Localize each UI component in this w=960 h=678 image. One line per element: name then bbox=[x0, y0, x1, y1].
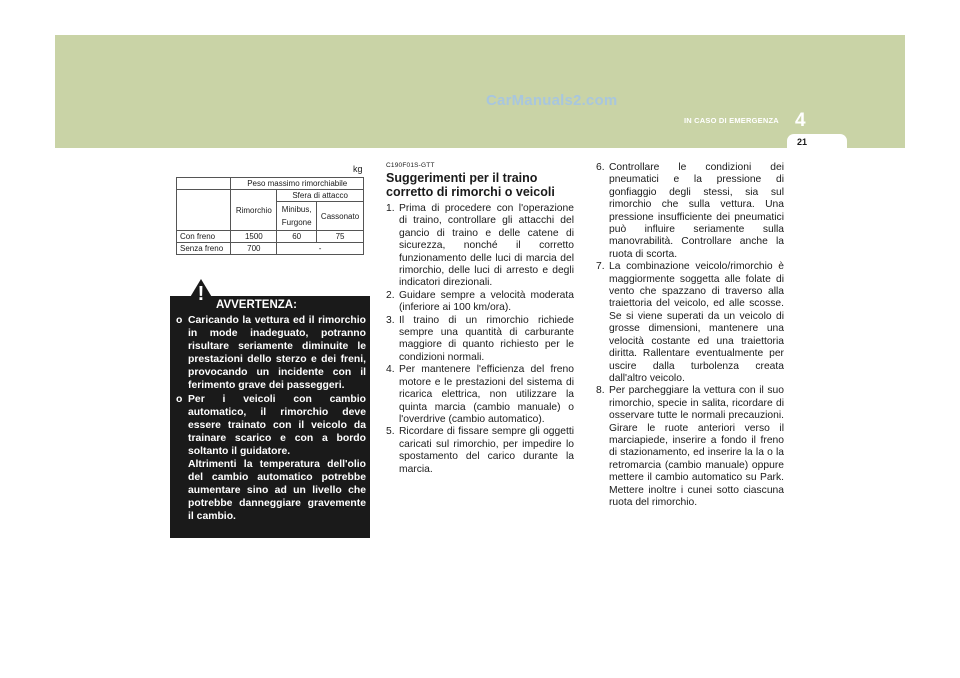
step-number: 5. bbox=[386, 426, 395, 438]
steps-list bbox=[596, 162, 784, 509]
step-text: Il traino di un rimorchio richiede sempre una quantità di carburante maggiore di quanto richiesto per le condizioni normali. bbox=[399, 314, 574, 363]
step-number: 6. bbox=[596, 162, 605, 173]
step-text: Controllare le condizioni dei pneumatici e la pressione di gonfiaggio degli stessi, sia sul rimorchio che sulla vettura. Una pressione insufficiente dei pneumatici può influire seriamente sulla manovrabilità. Controllare anche la ruota di scorta. bbox=[609, 162, 784, 260]
section-title: IN CASO DI EMERGENZA bbox=[684, 116, 779, 125]
section-heading: Suggerimenti per il traino corretto di rimorchi o veicoli bbox=[386, 171, 555, 199]
step-number: 4. bbox=[386, 364, 395, 376]
table-header-group: Peso massimo rimorchiabile bbox=[231, 178, 364, 190]
step-text: Per mantenere l'efficienza del freno motore e le prestazioni del sistema di ricarica elettrica, non utilizzare la quinta marcia (cambio manuale) o l'overdrive (cambio automatico). bbox=[399, 364, 574, 425]
table-header-minibus: Minibus, Furgone bbox=[277, 202, 317, 231]
page-number: 21 bbox=[796, 137, 807, 147]
step-number: 2. bbox=[386, 289, 395, 301]
table-cell: 700 bbox=[231, 243, 277, 255]
table-header-hitch: Sfera di attacco bbox=[277, 190, 364, 202]
warning-list bbox=[176, 314, 366, 524]
step-text: Guidare sempre a velocità moderata (inferiore ai 100 km/ora). bbox=[399, 289, 574, 314]
table-cell bbox=[177, 178, 231, 190]
step-text: La combinazione veicolo/rimorchio è maggiormente soggetta alle folate di vento che spazzano di traverso alla traiettoria del veicolo, ed alle scosse. Se si viene superati da un veicolo di grosse dimensioni, mantenere una velocità costante ed una traiettoria diritta. Rallentare eventualmente per uscire dalla turbolenza creata dall'altro veicolo. bbox=[609, 261, 784, 384]
step-text: Prima di procedere con l'operazione di traino, controllare gli attacchi del gancio di traino e delle catene di sicurezza, nonché il corretto funzionamento delle luci di marcia del rimorchio, delle luci di arresto e degli indicatori direzionali. bbox=[399, 203, 574, 289]
table-cell: - bbox=[277, 243, 364, 255]
list-item bbox=[596, 385, 784, 509]
step-text: Ricordare di fissare sempre gli oggetti caricati sul rimorchio, per impedire lo spostamento del carico durante la marcia. bbox=[399, 426, 574, 475]
list-item bbox=[386, 315, 574, 365]
text-column-middle bbox=[386, 162, 574, 476]
site-logo[interactable]: CarManuals2.com bbox=[486, 92, 618, 109]
list-item bbox=[596, 261, 784, 385]
table-header-trailer: Rimorchio bbox=[231, 190, 277, 231]
step-number: 1. bbox=[386, 203, 395, 214]
step-number: 3. bbox=[386, 314, 395, 326]
warning-title: AVVERTENZA: bbox=[216, 299, 297, 311]
steps-list bbox=[386, 203, 574, 476]
table-row bbox=[177, 178, 364, 190]
warning-item-extra: Altrimenti la temperatura dell'olio del cambio automatico potrebbe aumentare sino ad un livello che potrebbe danneggiare gravemente il cambio. bbox=[188, 459, 366, 523]
text-column-right bbox=[596, 162, 784, 509]
table-cell bbox=[177, 190, 231, 231]
warning-item: o Caricando la vettura ed il rimorchio in mode inadeguato, potranno risultare seriamente diminuite le prestazioni dello sterzo e dei freni, provocando un incidente con il ferimento grave dei passeggeri. bbox=[176, 314, 366, 393]
table-cell: 60 bbox=[277, 231, 317, 243]
header-band bbox=[55, 35, 905, 148]
warning-item-text: Per i veicoli con cambio automatico, il rimorchio deve essere trainato con il veicolo da trainare scarico e con a bordo soltanto il guidatore. bbox=[188, 393, 366, 457]
warning-exclamation-icon: ! bbox=[197, 283, 205, 305]
list-item bbox=[386, 364, 574, 426]
table-unit: kg bbox=[353, 164, 363, 174]
step-text: Per parcheggiare la vettura con il suo rimorchio, specie in salita, ricordare di osservare tutte le normali precauzioni. Girare le ruote anteriori verso il marciapiede, inserire a fondo il freno di stazionamento, ed inserire la la o la retromarcia (cambio manuale) oppure mettere il cambio automatico su Park. Mettere inoltre i cunei sotto ciascuna ruota del rimorchio. bbox=[609, 385, 784, 508]
table-row-label: Con freno bbox=[177, 231, 231, 243]
list-item bbox=[386, 290, 574, 315]
step-number: 7. bbox=[596, 261, 605, 273]
chapter-number: 4 bbox=[795, 110, 806, 131]
table-row bbox=[177, 231, 364, 243]
table-header-cassonato: Cassonato bbox=[317, 202, 364, 231]
list-item bbox=[386, 426, 574, 476]
list-item bbox=[386, 203, 574, 290]
table-cell: 75 bbox=[317, 231, 364, 243]
warning-item bbox=[176, 393, 366, 524]
list-item bbox=[596, 162, 784, 261]
step-number: 8. bbox=[596, 385, 605, 397]
section-code: C190F01S-GTT bbox=[386, 162, 435, 169]
table-row-label: Senza freno bbox=[177, 243, 231, 255]
table-cell: 1500 bbox=[231, 231, 277, 243]
towing-weight-table bbox=[176, 177, 364, 255]
table-row bbox=[177, 243, 364, 255]
table-row bbox=[177, 190, 364, 202]
